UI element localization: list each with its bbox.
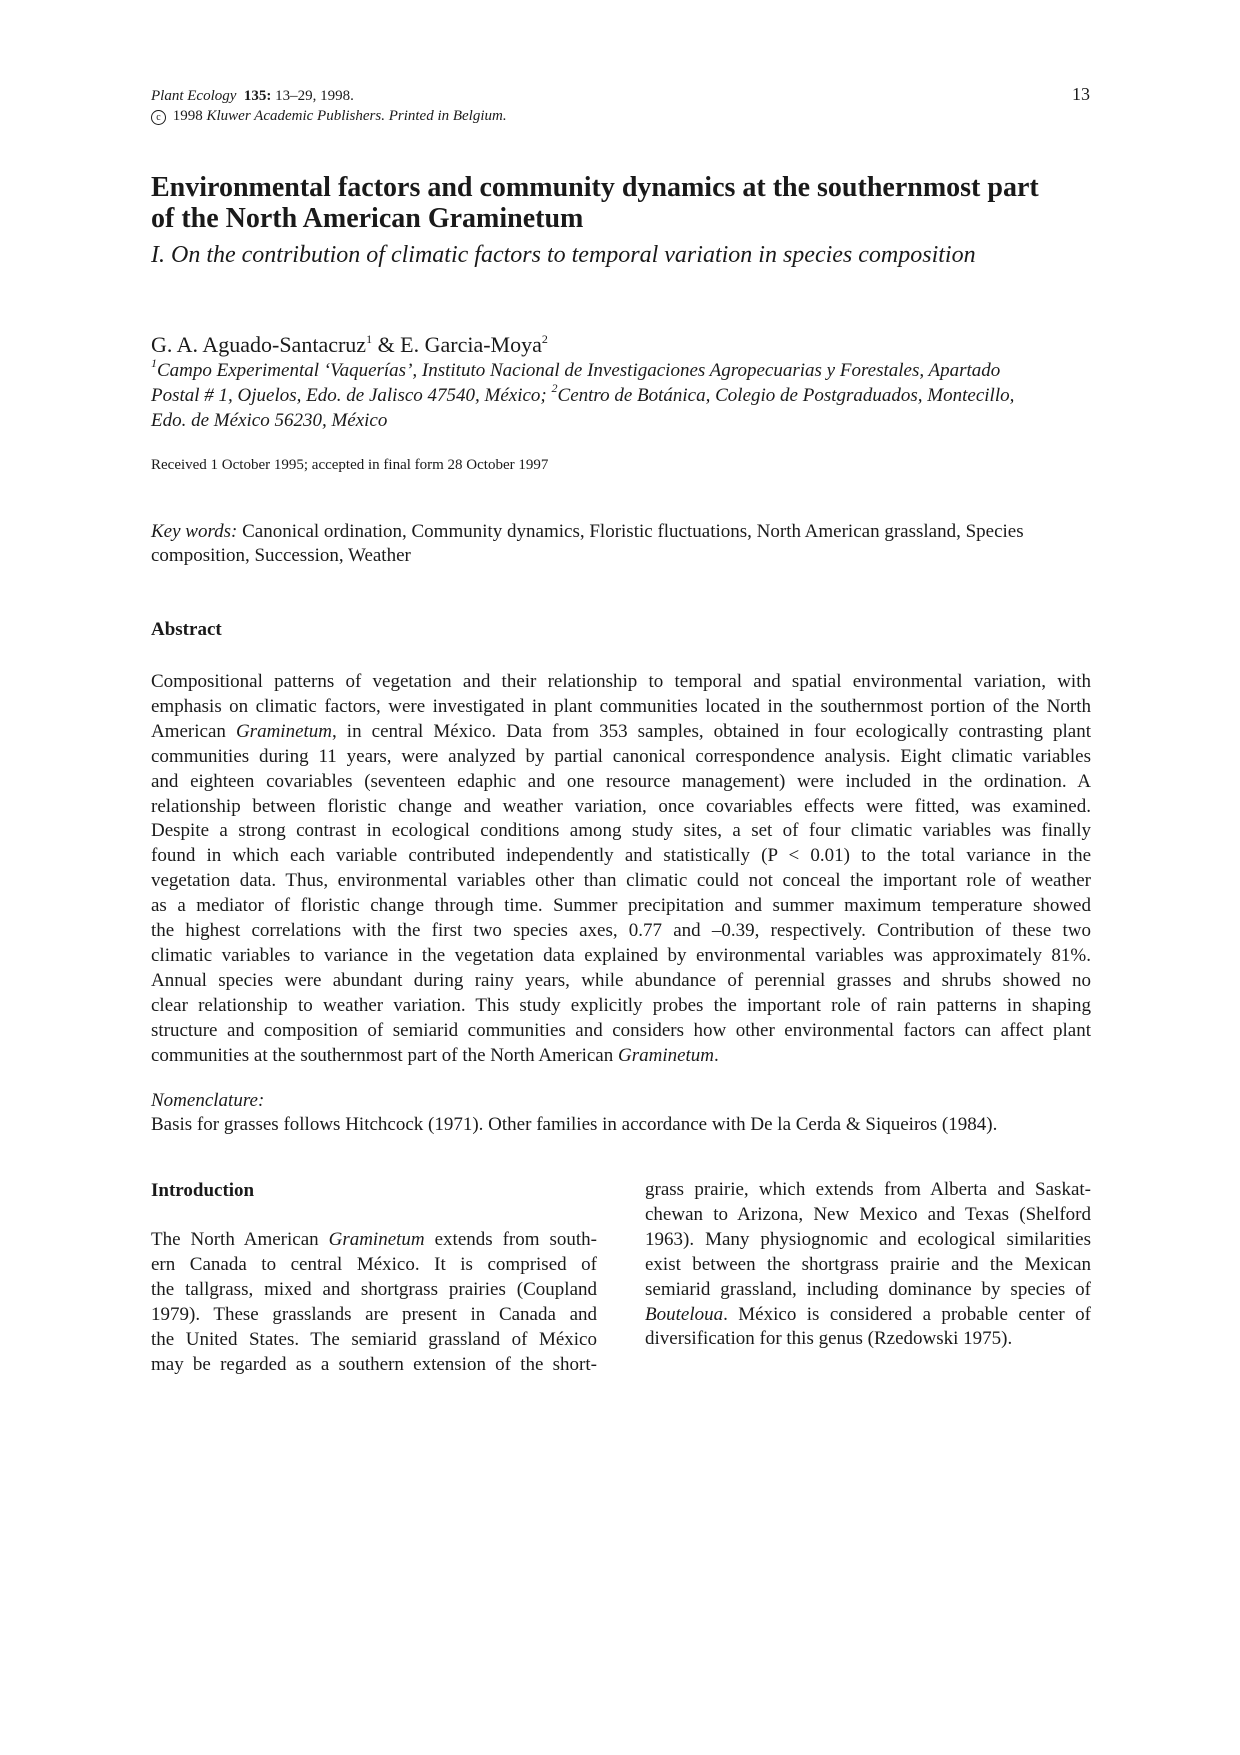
author-1: G. A. Aguado-Santacruz (151, 332, 367, 357)
intro-genus: Graminetum (328, 1229, 425, 1250)
title-line-2: of the North American Graminetum (151, 203, 584, 234)
nomenclature-heading: Nomenclature: (151, 1090, 265, 1111)
running-header (151, 86, 1091, 126)
abstract-line: communities during 11 years, were analyzed by partial canonical correspondence analysis. Eight climatic variables (151, 745, 1091, 767)
intro-line: grass prairie, which extends from Alberta and Saskat- (645, 1179, 1091, 1200)
article-subtitle: I. On the contribution of climatic factors to temporal variation in species composition (151, 242, 976, 268)
volume-number: 135: (243, 88, 272, 104)
abstract-line (151, 720, 1091, 745)
keywords-label: Key words: (151, 521, 238, 542)
aff-text-2a: Postal # 1, Ojuelos, Edo. de Jalisco 47540, México; (151, 385, 552, 406)
intro-line: 1963). Many physiognomic and ecological similarities (645, 1228, 1091, 1250)
copyright-line (151, 106, 1091, 126)
abstract-last-text: communities at the southernmost part of the North American (151, 1044, 618, 1066)
publisher: Kluwer Academic Publishers. Printed in Belgium. (206, 108, 507, 124)
keywords-line-1 (151, 520, 1091, 544)
abstract-line: the highest correlations with the first two species axes, 0.77 and –0.39, respectively. Contribution of these two (151, 920, 1091, 942)
intro-line: ern Canada to central México. It is comprised of (151, 1253, 597, 1275)
affiliation-line-2 (151, 383, 1101, 408)
abstract-line: relationship between floristic change and weather variation, once covariables effects were fitted, was examined. (151, 795, 1091, 817)
pages-year: 13–29, 1998. (271, 88, 354, 104)
abstract-line: clear relationship to weather variation. This study explicitly probes the important role of rain patterns in shaping (151, 994, 1091, 1016)
intro-line1-a: The North American (151, 1229, 329, 1250)
received-dates: Received 1 October 1995; accepted in final form 28 October 1997 (151, 457, 549, 473)
introduction-left-column (151, 1228, 597, 1377)
abstract-line: emphasis on climatic factors, were investigated in plant communities located in the southernmost portion of the North (151, 695, 1091, 717)
author-2: & E. Garcia-Moya (372, 332, 542, 357)
copyright-year: 1998 (169, 108, 207, 124)
intro-line: exist between the shortgrass prairie and the Mexican (645, 1253, 1091, 1275)
abstract-heading: Abstract (151, 619, 222, 640)
intro-line: semiarid grassland, including dominance by species of (645, 1278, 1091, 1300)
intro-line: chewan to Arizona, New Mexico and Texas (Shelford (645, 1203, 1091, 1225)
abstract-body (151, 670, 1091, 1069)
aff-text-1: Campo Experimental ‘Vaquerías’, Instituto Nacional de Investigaciones Agropecuarias y Forestales, Apartado (157, 360, 1001, 381)
intro-line: the tallgrass, mixed and shortgrass prairies (Coupland (151, 1278, 597, 1300)
intro-line (151, 1228, 597, 1253)
abstract-line (151, 1044, 1091, 1069)
abstract-line3-prefix: American (151, 720, 236, 742)
page-number: 13 (1072, 84, 1090, 104)
article-title (151, 172, 1101, 234)
affiliations (151, 358, 1101, 433)
title-line-1: Environmental factors and community dynamics at the southernmost part (151, 172, 1039, 203)
abstract-line: structure and composition of semiarid communities and considers how other environmental factors can affect plant (151, 1019, 1091, 1041)
keywords-text-1: Canonical ordination, Community dynamics, Floristic fluctuations, North American grassland, Species (237, 521, 1024, 542)
intro-line: 1979). These grasslands are present in Canada and (151, 1303, 597, 1325)
abstract-last-suffix: . (714, 1044, 719, 1066)
intro-line1-b: extends from south- (424, 1229, 597, 1250)
citation-line (151, 86, 1091, 106)
affiliation-line-3: Edo. de México 56230, México (151, 410, 388, 431)
author-2-sup: 2 (541, 332, 548, 346)
intro-line: may be regarded as a southern extension of the short- (151, 1353, 597, 1375)
intro-genus-bouteloua: Bouteloua (645, 1303, 724, 1325)
author-list (151, 331, 548, 359)
abstract-line: vegetation data. Thus, environmental variables other than climatic could not conceal the important role of weather (151, 870, 1091, 892)
intro-line: diversification for this genus (Rzedowski 1975). (645, 1328, 1013, 1350)
introduction-heading: Introduction (151, 1180, 255, 1201)
intro-line (645, 1303, 1091, 1328)
aff-sup-1: 1 (151, 356, 157, 370)
abstract-line: Despite a strong contrast in ecological conditions among study sites, a set of four climatic variables was finally (151, 820, 1091, 842)
abstract-line: Compositional patterns of vegetation and their relationship to temporal and spatial environmental variation, with (151, 671, 1091, 692)
keywords (151, 520, 1091, 568)
abstract-line: found in which each variable contributed independently and statistically (P < 0.01) to the total variance in the (151, 845, 1091, 867)
abstract-line: and eighteen covariables (seventeen edaphic and one resource management) were included in the ordination. A (151, 770, 1091, 792)
journal-name: Plant Ecology (151, 88, 237, 104)
affiliation-line-1 (151, 358, 1101, 383)
abstract-genus: Graminetum (235, 720, 333, 742)
nomenclature-text: Basis for grasses follows Hitchcock (1971). Other families in accordance with De la Cerda & Siqueiros (1984). (151, 1114, 998, 1135)
abstract-line: as a mediator of floristic change through time. Summer precipitation and summer maximum temperature showed (151, 895, 1091, 917)
abstract-last-genus: Graminetum (617, 1044, 715, 1066)
abstract-line: climatic variables to variance in the vegetation data explained by environmental variables was approximately 81%. (151, 944, 1091, 966)
author-1-sup: 1 (366, 332, 373, 346)
introduction-right-column (645, 1178, 1091, 1352)
intro-line6-b: . México is considered a probable center of (723, 1303, 1091, 1325)
copyright-icon: c (151, 110, 166, 125)
abstract-line: Annual species were abundant during rainy years, while abundance of perennial grasses and shrubs showed no (151, 969, 1091, 991)
abstract-line3-rest: Data from 353 samples, obtained in four ecologically contrasting plant (506, 720, 1091, 742)
aff-text-2b: Centro de Botánica, Colegio de Postgraduados, Montecillo, (557, 385, 1015, 406)
keywords-line-2: composition, Succession, Weather (151, 545, 411, 566)
abstract-line3-mid: , in central México. (332, 720, 507, 742)
aff-sup-2: 2 (551, 381, 558, 395)
intro-line: the United States. The semiarid grassland of México (151, 1328, 597, 1350)
